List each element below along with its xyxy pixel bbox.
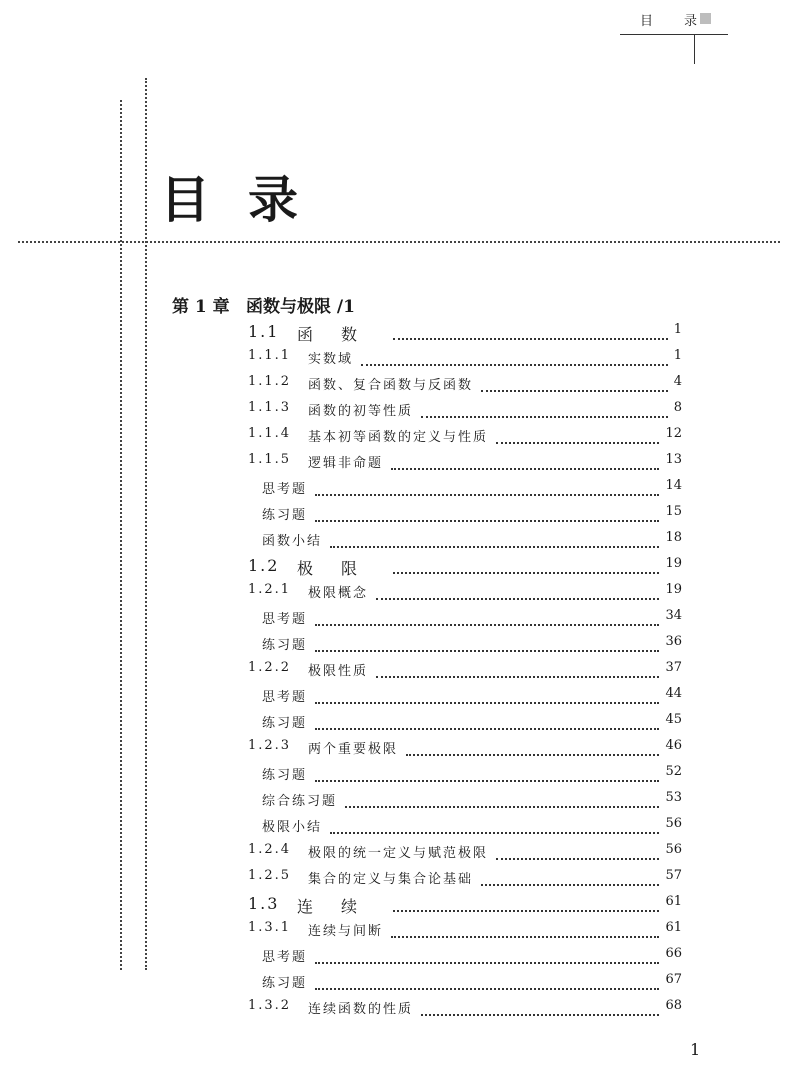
toc-entry — [0, 868, 800, 894]
toc-entry-page: 13 — [665, 452, 682, 467]
toc-entry-title: 综合练习题 — [262, 794, 338, 809]
toc-entry-title: 函数 — [297, 325, 386, 344]
toc-entry-title: 连续 — [297, 897, 386, 916]
toc-entry — [0, 634, 800, 660]
toc-leader-dots — [393, 338, 668, 340]
toc-entry-page: 34 — [665, 608, 682, 623]
toc-entry-title: 基本初等函数的定义与性质 — [308, 430, 489, 445]
toc-entry — [0, 738, 800, 764]
toc-entry-page: 44 — [665, 686, 682, 701]
toc-entry — [0, 686, 800, 712]
toc-entry-number: 1.3.2 — [248, 998, 292, 1013]
toc-entry-page: 1 — [673, 322, 682, 337]
toc-entry — [0, 608, 800, 634]
toc-entry-title: 极限的统一定义与赋范极限 — [308, 846, 489, 861]
toc-entry-title: 集合的定义与集合论基础 — [308, 872, 474, 887]
toc-leader-dots — [376, 598, 659, 600]
toc-entry-number: 1.2.4 — [248, 842, 292, 857]
toc-leader-dots — [406, 754, 659, 756]
toc-entry-title: 极限性质 — [308, 664, 369, 679]
toc-entry — [0, 530, 800, 556]
page-title-char-1: 目 — [160, 171, 210, 229]
toc-entry-title: 练习题 — [262, 768, 308, 783]
toc-entry-number: 1.1.5 — [248, 452, 292, 467]
toc-entry — [0, 998, 800, 1024]
toc-leader-dots — [391, 468, 659, 470]
toc-entry-page: 4 — [673, 374, 682, 389]
toc-entry-title: 练习题 — [262, 508, 308, 523]
toc-entry-title: 练习题 — [262, 716, 308, 731]
toc-entry — [0, 894, 800, 920]
toc-entry-page: 37 — [665, 660, 682, 675]
toc-entry-page: 18 — [665, 530, 682, 545]
toc-entry — [0, 400, 800, 426]
toc-entry-page: 56 — [665, 816, 682, 831]
toc-leader-dots — [315, 728, 659, 730]
toc-entry — [0, 504, 800, 530]
toc-entry-page: 12 — [665, 426, 682, 441]
toc-leader-dots — [315, 494, 659, 496]
toc-leader-dots — [481, 884, 659, 886]
toc-leader-dots — [496, 442, 659, 444]
page-title-char-2: 录 — [248, 171, 298, 229]
toc-leader-dots — [361, 364, 668, 366]
toc-entry — [0, 348, 800, 374]
toc-leader-dots — [315, 962, 659, 964]
toc-entry-page: 19 — [665, 582, 682, 597]
toc-entry — [0, 920, 800, 946]
toc-leader-dots — [330, 832, 659, 834]
toc-leader-dots — [315, 702, 659, 704]
toc-entry-title: 极限 — [297, 559, 386, 578]
running-header-left: 目 — [640, 14, 656, 29]
toc-entry-page: 15 — [665, 504, 682, 519]
toc-entry-title: 思考题 — [262, 690, 308, 705]
toc-entry — [0, 374, 800, 400]
toc-entry — [0, 764, 800, 790]
toc-leader-dots — [391, 936, 659, 938]
toc-entry-page: 19 — [665, 556, 682, 571]
toc-entry-title: 思考题 — [262, 482, 308, 497]
toc-entry — [0, 478, 800, 504]
toc-entry — [0, 556, 800, 582]
toc-leader-dots — [421, 416, 668, 418]
toc-entry-title: 练习题 — [262, 976, 308, 991]
toc-entry-title: 函数小结 — [262, 534, 323, 549]
toc-entry — [0, 972, 800, 998]
toc-entry-title: 连续函数的性质 — [308, 1002, 414, 1017]
toc-entry-page: 61 — [665, 920, 682, 935]
toc-entry — [0, 582, 800, 608]
toc-entry-number: 1.2.2 — [248, 660, 292, 675]
toc-entry-page: 61 — [665, 894, 682, 909]
toc-entry — [0, 842, 800, 868]
toc-entry-number: 1.2.1 — [248, 582, 292, 597]
chapter-number: 第 1 章 — [172, 297, 230, 317]
toc-leader-dots — [393, 572, 659, 574]
toc-entry-page: 46 — [665, 738, 682, 753]
toc-entry-page: 66 — [665, 946, 682, 961]
toc-leader-dots — [393, 910, 659, 912]
toc-leader-dots — [376, 676, 659, 678]
toc-leader-dots — [330, 546, 659, 548]
toc-entry-page: 14 — [665, 478, 682, 493]
toc-entry-title: 函数、复合函数与反函数 — [308, 378, 474, 393]
toc-leader-dots — [345, 806, 659, 808]
toc-entry-page: 8 — [673, 400, 682, 415]
toc-leader-dots — [421, 1014, 659, 1016]
toc-entry-page: 57 — [665, 868, 682, 883]
toc-entry-title: 逻辑非命题 — [308, 456, 384, 471]
toc-leader-dots — [315, 988, 659, 990]
toc-entry-title: 两个重要极限 — [308, 742, 399, 757]
toc-entry — [0, 452, 800, 478]
toc-entry-number: 1.2.3 — [248, 738, 292, 753]
toc-leader-dots — [315, 780, 659, 782]
toc-entry-number: 1.3.1 — [248, 920, 292, 935]
toc-entry — [0, 946, 800, 972]
toc-leader-dots — [315, 650, 659, 652]
toc-leader-dots — [481, 390, 668, 392]
toc-entry-number: 1.1 — [248, 322, 280, 341]
toc-entry — [0, 660, 800, 686]
chapter-title: 函数与极限 /1 — [246, 297, 355, 317]
toc-entry-number: 1.2.5 — [248, 868, 292, 883]
page-number: 1 — [690, 1040, 701, 1059]
toc-entry — [0, 816, 800, 842]
toc-entry-number: 1.2 — [248, 556, 280, 575]
toc-entry-number: 1.1.4 — [248, 426, 292, 441]
toc-entry-number: 1.3 — [248, 894, 280, 913]
toc-entry-title: 思考题 — [262, 950, 308, 965]
toc-entry — [0, 712, 800, 738]
toc-entry-page: 45 — [665, 712, 682, 727]
toc-entry-title: 思考题 — [262, 612, 308, 627]
toc-entry-page: 56 — [665, 842, 682, 857]
toc-entry-number: 1.1.1 — [248, 348, 292, 363]
toc-entry-page: 68 — [665, 998, 682, 1013]
toc-leader-dots — [315, 520, 659, 522]
running-header-right: 录 — [684, 14, 700, 29]
toc-entry-title: 函数的初等性质 — [308, 404, 414, 419]
toc-entry-title: 极限小结 — [262, 820, 323, 835]
toc-entry-title: 实数域 — [308, 352, 354, 367]
toc-entry-page: 53 — [665, 790, 682, 805]
toc-entry-page: 36 — [665, 634, 682, 649]
toc-entry-number: 1.1.2 — [248, 374, 292, 389]
toc-entry — [0, 426, 800, 452]
toc-entry-page: 67 — [665, 972, 682, 987]
toc-entry-page: 52 — [665, 764, 682, 779]
toc-leader-dots — [496, 858, 659, 860]
toc-leader-dots — [315, 624, 659, 626]
toc-entry-title: 连续与间断 — [308, 924, 384, 939]
toc-entry — [0, 322, 800, 348]
toc-entry-number: 1.1.3 — [248, 400, 292, 415]
toc-entry-title: 极限概念 — [308, 586, 369, 601]
toc-entry-page: 1 — [673, 348, 682, 363]
toc-entry — [0, 790, 800, 816]
toc-entry-title: 练习题 — [262, 638, 308, 653]
